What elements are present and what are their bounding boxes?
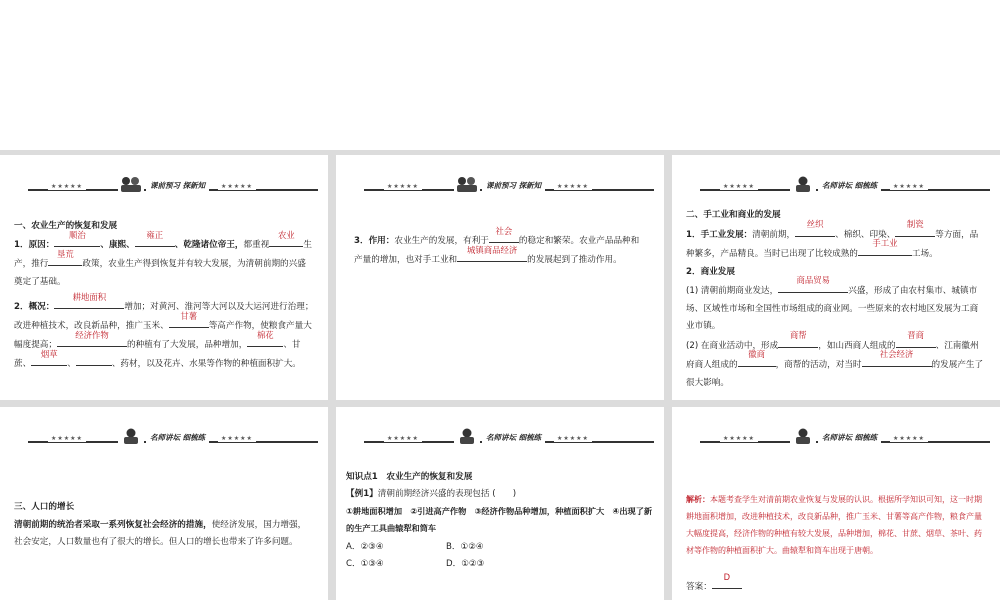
section-heading: 一、农业生产的恢复和发展	[14, 221, 118, 231]
text: 、甘蔗、	[14, 340, 301, 369]
stars-right: ★★★★★	[218, 183, 256, 190]
text: 农业生产的发展，有利于	[394, 236, 489, 246]
knowledge-point-title: 知识点1 农业生产的恢复和发展	[346, 472, 473, 482]
section-header	[700, 181, 990, 195]
text: ，商帮的活动，对当时	[775, 360, 862, 370]
text: 工场。	[911, 249, 938, 259]
question-text: 清朝前期经济兴盛的表现包括 ( )	[377, 489, 517, 499]
slide-population[interactable]	[0, 407, 328, 600]
teacher-icon	[790, 175, 816, 193]
answer-text: 经济作物	[75, 330, 109, 340]
stars-left: ★★★★★	[720, 183, 758, 190]
stars-right: ★★★★★	[890, 435, 928, 442]
analysis-label: 解析：	[686, 495, 710, 504]
stars-right: ★★★★★	[554, 435, 592, 442]
answer-text: D	[723, 572, 731, 582]
item-label: 2．商业发展	[686, 266, 735, 277]
text: 、棉织、印染、	[835, 229, 896, 240]
answer-text: 社会经济	[879, 349, 914, 359]
bold-text: 清朝前期的统治者采取一系列恢复社会经济的措施，	[14, 519, 212, 530]
stars-right: ★★★★★	[218, 435, 256, 442]
item-label: 3．作用：	[354, 236, 395, 246]
section-heading: 二、手工业和商业的发展	[686, 210, 781, 220]
students-icon	[454, 175, 480, 193]
text: ，如山西商人组成的	[818, 340, 896, 351]
text: 的发展产生了很大影响。	[686, 360, 984, 388]
option-c[interactable]: C．①③④	[346, 559, 384, 569]
text: 兴盛，形成了由农村集市、城镇市场、区域性市场和全国性市场组成的商业网。一些原来的农村地区发展为工商业市镇。	[686, 286, 979, 331]
example-label: 【例1】	[346, 489, 378, 499]
text: 生产，推行	[14, 240, 312, 269]
text: 、江南徽州府商人组成的	[686, 340, 979, 370]
section-heading: 三、人口的增长	[14, 502, 75, 512]
text: 、康熙、	[100, 240, 135, 250]
text: 都重视	[243, 240, 270, 250]
item-label: 2．概况：	[14, 302, 55, 312]
text: 、	[67, 359, 76, 369]
slide-agriculture-causes[interactable]	[0, 155, 328, 400]
answer-text: 徽商	[748, 349, 765, 359]
answer-text: 顺治	[68, 230, 86, 240]
text: 的种植有了大发展，品种增加，	[126, 340, 248, 350]
teacher-icon	[118, 427, 144, 445]
answer-text: 耕地面积	[72, 292, 107, 302]
answer-text: 商品贸易	[796, 275, 830, 285]
text: 清朝前期，	[752, 229, 796, 240]
section-header	[700, 433, 990, 447]
header-title: 名师讲坛 细梳练	[146, 432, 209, 443]
header-title: 课前预习 探新知	[482, 180, 545, 191]
stars-left: ★★★★★	[384, 435, 422, 442]
option-a[interactable]: A．②③④	[346, 542, 384, 552]
slide-example-question[interactable]	[336, 407, 664, 600]
item-label: 1．原因：	[14, 240, 55, 250]
stars-left: ★★★★★	[48, 435, 86, 442]
header-title: 名师讲坛 细梳练	[818, 180, 881, 191]
answer-text: 雍正	[146, 230, 164, 240]
students-icon	[118, 175, 144, 193]
answer-text: 商帮	[789, 329, 807, 340]
text: 政策，农业生产得到恢复并有较大发展，为清朝前期的兴盛奠定了基础。	[14, 259, 306, 287]
slide-answer-analysis[interactable]	[672, 407, 1000, 600]
stars-right: ★★★★★	[890, 183, 928, 190]
answer-text: 农业	[277, 230, 295, 240]
answer-text: 烟草	[40, 349, 58, 359]
header-title: 课前预习 探新知	[146, 180, 209, 191]
section-header	[364, 181, 654, 195]
answer-text: 手工业	[872, 238, 898, 248]
text: 使经济发展，国力增强，社会安定，人口数量也有了很大的增长。但人口的增长也带来了许多问题。	[14, 519, 307, 547]
stars-right: ★★★★★	[554, 183, 592, 190]
stars-left: ★★★★★	[48, 183, 86, 190]
item-label: 1．手工业发展：	[686, 229, 753, 240]
answer-text: 甘薯	[180, 311, 198, 321]
text: 的稳定和繁荣。农业产品品种和产量的增加，也对手工业和	[354, 236, 640, 265]
slide-agriculture-effect[interactable]	[336, 155, 664, 400]
answer-text: 制瓷	[906, 218, 924, 229]
answer-text: 丝织	[806, 218, 824, 229]
text: 、乾隆诸位帝王，	[174, 240, 244, 250]
stars-left: ★★★★★	[720, 435, 758, 442]
header-title: 名师讲坛 细梳练	[818, 432, 881, 443]
header-title: 名师讲坛 细梳练	[482, 432, 545, 443]
teacher-icon	[454, 427, 480, 445]
text: (1) 清朝前期商业发达，	[686, 286, 779, 296]
answer-text: 社会	[495, 226, 513, 236]
analysis-text: 本题考查学生对清前期农业恢复与发展的认识。根据所学知识可知，这一时期耕地面积增加，改进种植技术，改良新品种，推广玉米、甘薯等高产作物，粮食产量大幅度提高，经济作物的种植有较大发展，品种增加，棉花、甘蔗、烟草、茶叶、药材等作物的种植面积扩大。曲辕犁和筒车出现于唐朝。	[686, 495, 982, 555]
answer-text: 晋商	[907, 329, 924, 340]
text: 等方面，品种繁多，产品精良。当时已出现了比较成熟的	[686, 229, 979, 259]
answer-text: 城镇商品经济	[467, 245, 518, 255]
section-header	[28, 433, 318, 447]
answer-text: 棉花	[256, 330, 274, 340]
option-d[interactable]: D．①②③	[446, 559, 485, 569]
answer-text: 垦荒	[57, 249, 74, 259]
slide-handicraft-commerce[interactable]	[672, 155, 1000, 400]
option-b[interactable]: B．①②④	[446, 542, 484, 552]
answer-label: 答案：	[686, 582, 712, 592]
text: 、药材，以及花卉、水果等作物的种植面积扩大。	[111, 359, 301, 369]
section-header	[28, 181, 318, 195]
stars-left: ★★★★★	[384, 183, 422, 190]
text: 的发展起到了推动作用。	[527, 255, 622, 265]
text: 增加；对黄河、淮河等大河以及大运河进行治理；改进种植技术，改良新品种，推广玉米、	[14, 302, 314, 331]
text: 等高产作物，使粮食产量大幅度提高；	[14, 321, 312, 350]
teacher-icon	[790, 427, 816, 445]
section-header	[364, 433, 654, 447]
question-items: ①耕地面积增加 ②引进高产作物 ③经济作物品种增加，种植面积扩大 ④出现了新的生产工具曲辕犁和筒车	[346, 506, 653, 533]
text: (2) 在商业活动中，形成	[686, 340, 779, 351]
